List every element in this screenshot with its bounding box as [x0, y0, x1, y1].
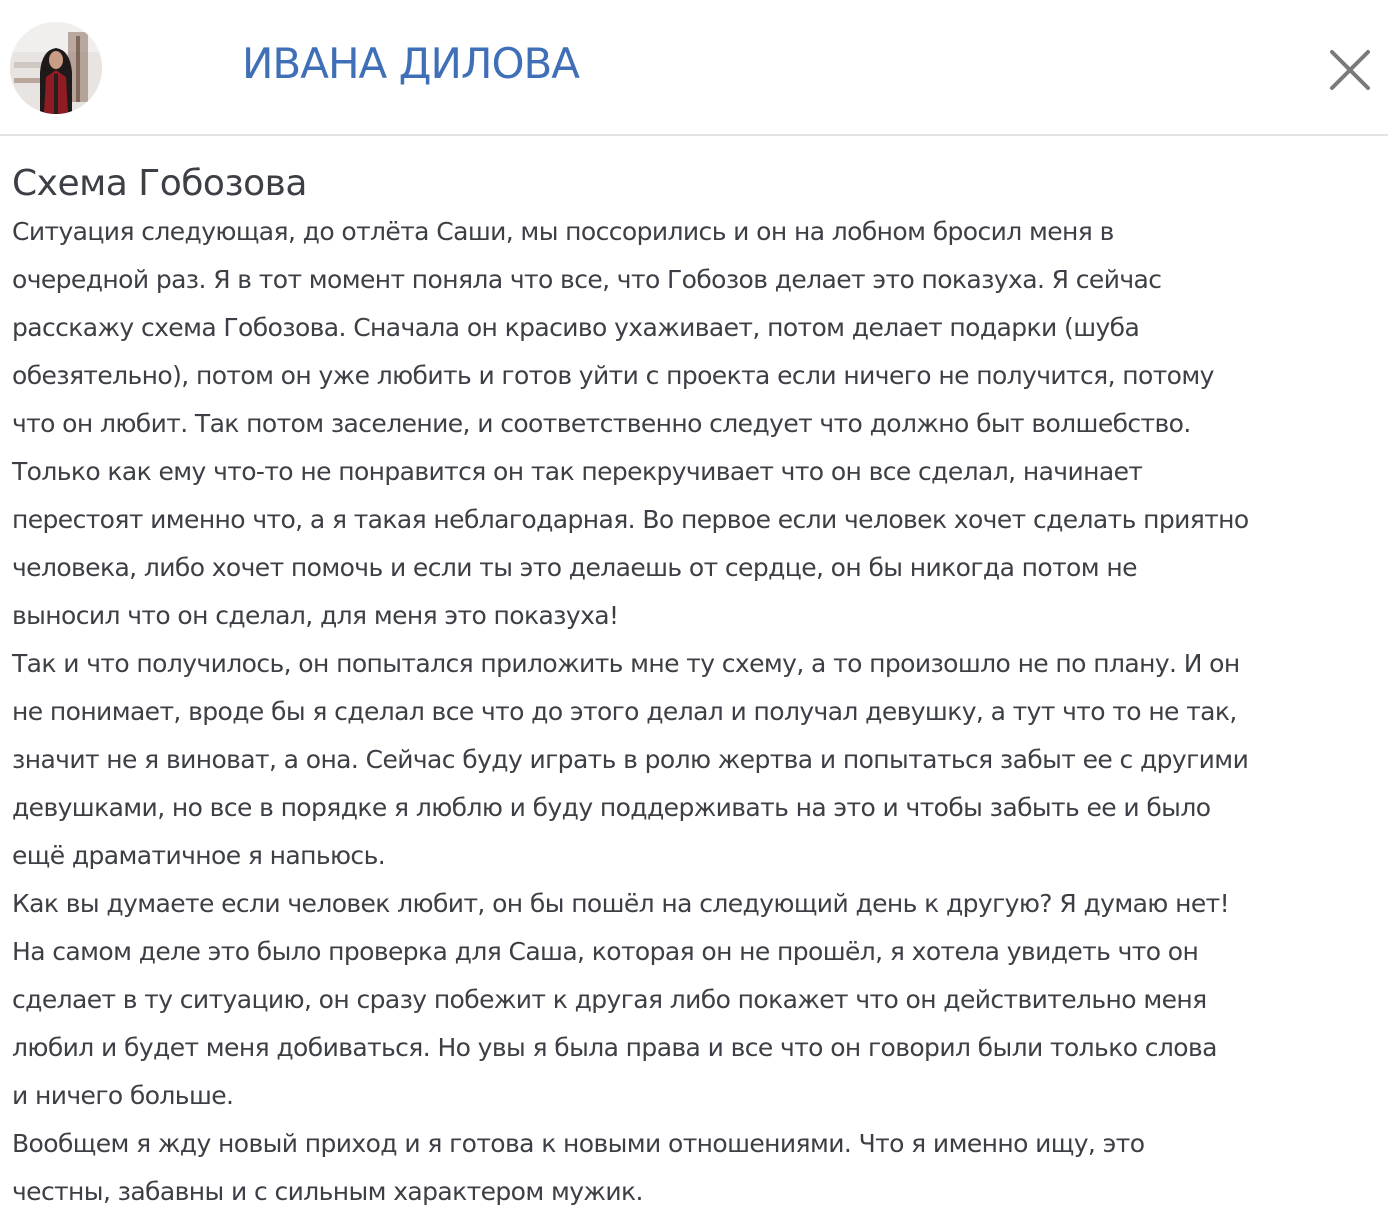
post-line: значит не я виноват, а она. Сейчас буду играть в ролю жертва и попытаться забыт ее с другими	[12, 745, 1249, 774]
post-line: Вообщем я жду новый приход и я готова к новыми отношениями. Что я именно ищу, это	[12, 1129, 1145, 1158]
post-line: и ничего больше.	[12, 1081, 234, 1110]
post-line: не понимает, вроде бы я сделал все что до этого делал и получал девушку, а тут что то не так,	[12, 697, 1237, 726]
post-line: честны, забавны и с сильным характером мужик.	[12, 1177, 643, 1206]
profile-name[interactable]: ИВАНА ДИЛОВА	[242, 39, 580, 88]
post-line: На самом деле это было проверка для Саша, которая он не прошёл, я хотела увидеть что он	[12, 937, 1199, 966]
post-line: что он любит. Так потом заселение, и соответственно следует что должно быт волшебство.	[12, 409, 1191, 438]
post-line: Как вы думаете если человек любит, он бы пошёл на следующий день к другую? Я думаю нет!	[12, 889, 1230, 918]
post-line: выносил что он сделал, для меня это показуха!	[12, 601, 619, 630]
post-line: человека, либо хочет помочь и если ты это делаешь от сердце, он бы никогда потом не	[12, 553, 1137, 582]
post-line: Ситуация следующая, до отлёта Саши, мы поссорились и он на лобном бросил меня в	[12, 217, 1114, 246]
profile-header	[0, 0, 1388, 136]
post-line: Так и что получилось, он попытался приложить мне ту схему, а то произошло не по плану. И он	[12, 649, 1240, 678]
post-line: расскажу схема Гобозова. Сначала он красиво ухаживает, потом делает подарки (шуба	[12, 313, 1140, 342]
post-line: Только как ему что-то не понравится он так перекручивает что он все сделал, начинает	[12, 457, 1143, 486]
post-title: Схема Гобозова	[12, 163, 307, 204]
post-line: любил и будет меня добиваться. Но увы я была права и все что он говорил были только слова	[12, 1033, 1217, 1062]
avatar[interactable]	[10, 22, 102, 114]
post-line: очередной раз. Я в тот момент поняла что все, что Гобозов делает это показуха. Я сейчас	[12, 265, 1162, 294]
avatar-photo	[10, 22, 102, 114]
close-icon	[1326, 46, 1374, 94]
post-body	[12, 208, 1382, 1216]
post-line: девушками, но все в порядке я люблю и буду поддерживать на это и чтобы забыть ее и было	[12, 793, 1211, 822]
post-content	[12, 160, 1382, 1216]
close-button[interactable]	[1326, 46, 1374, 94]
post-line: ещё драматичное я напьюсь.	[12, 841, 386, 870]
post-line: обезятельно), потом он уже любить и готов уйти с проекта если ничего не получится, потому	[12, 361, 1214, 390]
post-line: сделает в ту ситуацию, он сразу побежит к другая либо покажет что он действительно меня	[12, 985, 1207, 1014]
post-line: перестоят именно что, а я такая неблагодарная. Во первое если человек хочет сделать приятно	[12, 505, 1249, 534]
